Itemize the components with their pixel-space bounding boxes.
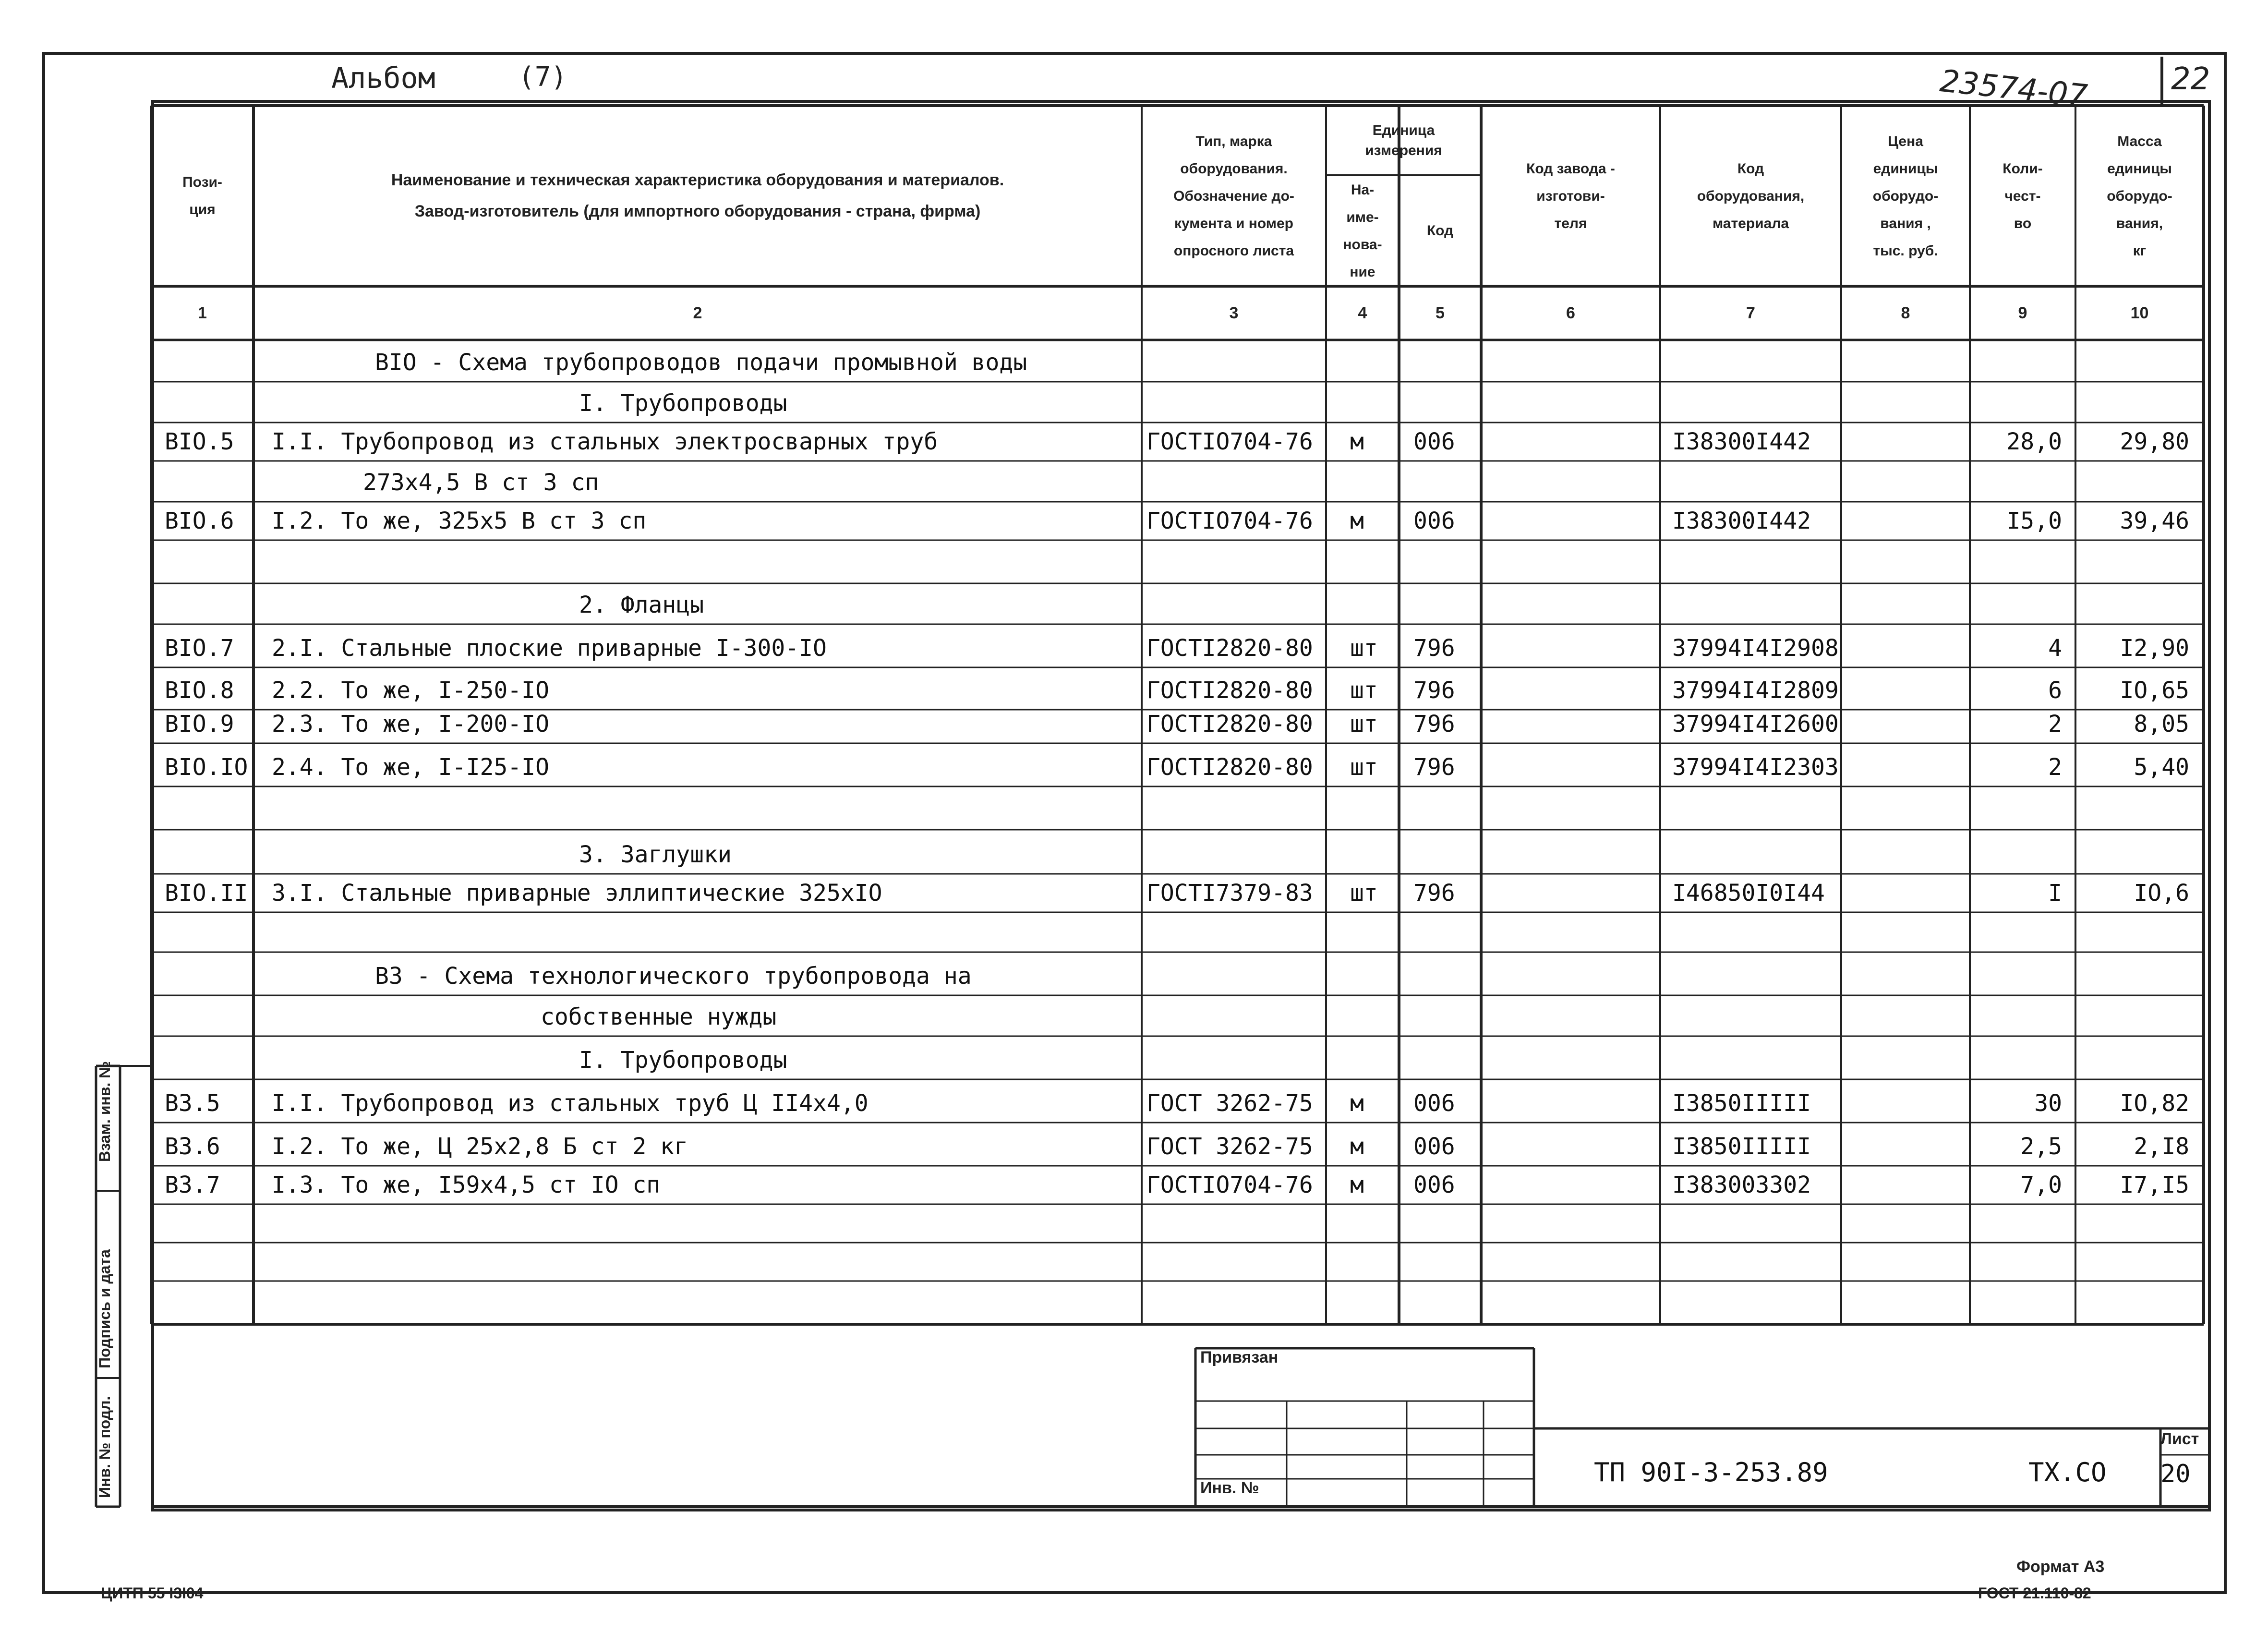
row-quantity: 2,5 (2020, 1133, 2062, 1160)
row-unit-code: 796 (1413, 711, 1455, 737)
row-quantity: 30 (2034, 1090, 2062, 1117)
row-name: I.I. Трубопровод из стальных труб Ц II4х4,0 (272, 1090, 869, 1117)
margin-label-replacement: Взам. инв. № (96, 1061, 113, 1162)
row-position: BIO.7 (165, 635, 234, 662)
row-position: B3.6 (165, 1133, 220, 1160)
column-number: 10 (2130, 303, 2149, 322)
row-mass: 8,05 (2134, 711, 2189, 737)
column-header: Код завода - изготови- теля (1526, 160, 1615, 231)
row-name: 3. Заглушки (579, 841, 732, 868)
row-unit-name: м (1350, 428, 1364, 455)
row-position: B3.7 (165, 1172, 220, 1198)
column-number: 1 (198, 303, 207, 322)
row-quantity: 7,0 (2020, 1172, 2062, 1198)
row-material-code: I383003302 (1672, 1172, 1811, 1198)
row-quantity: 2 (2048, 754, 2062, 781)
row-quantity: I5,0 (2006, 508, 2062, 534)
row-material-code: I46850I0I44 (1672, 880, 1825, 907)
row-name: I. Трубопроводы (579, 390, 787, 417)
column-header: Тип, марка оборудования. Обозначение до- кумента и номер опросного листа (1173, 133, 1294, 259)
row-document: ГОСТIO704-76 (1146, 508, 1313, 534)
row-quantity: I (2048, 880, 2062, 907)
row-document: ГОСТIO704-76 (1146, 428, 1313, 455)
column-number: 7 (1746, 303, 1755, 322)
row-unit-name: шт (1350, 635, 1378, 662)
column-header: Коли- чест- во (2003, 160, 2043, 231)
row-mass: 29,80 (2120, 428, 2189, 455)
row-document: ГОСТI7379-83 (1146, 880, 1313, 907)
row-mass: IO,6 (2134, 880, 2189, 907)
row-position: BIO.II (165, 880, 248, 907)
footer-right-code: ГОСТ 21.110-82 (1978, 1584, 2091, 1602)
row-unit-code: 006 (1413, 1090, 1455, 1117)
row-position: BIO.9 (165, 711, 234, 737)
margin-label-original: Инв. № подл. (96, 1396, 113, 1498)
row-name: 2.2. То же, I-250-IO (272, 677, 549, 704)
stamp-sheet-number: 20 (2160, 1460, 2191, 1488)
stamp-doc-number: ТП 90I-3-253.89 (1594, 1457, 1828, 1487)
row-unit-name: м (1350, 508, 1364, 534)
row-mass: I2,90 (2120, 635, 2189, 662)
column-number: 2 (693, 303, 702, 322)
row-unit-name: м (1350, 1090, 1364, 1117)
row-name: B3 - Схема технологического трубопровода на (375, 963, 972, 990)
row-quantity: 28,0 (2006, 428, 2062, 455)
row-quantity: 6 (2048, 677, 2062, 704)
column-header: Код оборудования, материала (1697, 160, 1805, 231)
row-unit-name: шт (1350, 880, 1378, 907)
row-unit-code: 796 (1413, 754, 1455, 781)
row-document: ГОСТ 3262-75 (1146, 1090, 1313, 1117)
page-handwritten: 22 (2171, 61, 2210, 97)
column-number: 4 (1358, 303, 1367, 322)
row-unit-code: 796 (1413, 635, 1455, 662)
footer-left-code: ЦИТП 55 I3I04 (101, 1584, 204, 1602)
row-mass: 5,40 (2134, 754, 2189, 781)
column-number: 3 (1229, 303, 1239, 322)
row-name: 3.I. Стальные приварные эллиптические 325хIO (272, 880, 882, 907)
row-material-code: 37994I4I2600 (1672, 711, 1839, 737)
row-mass: IO,65 (2120, 677, 2189, 704)
row-mass: 2,I8 (2134, 1133, 2189, 1160)
row-name: I.2. То же, 325х5 В ст 3 сп (272, 508, 647, 534)
row-document: ГОСТIO704-76 (1146, 1172, 1313, 1198)
row-mass: IO,82 (2120, 1090, 2189, 1117)
row-unit-code: 796 (1413, 880, 1455, 907)
row-unit-code: 006 (1413, 508, 1455, 534)
row-name: собственные нужды (541, 1003, 777, 1030)
row-position: B3.5 (165, 1090, 220, 1117)
format-label: Формат А3 (2016, 1558, 2105, 1576)
row-name: 2.I. Стальные плоские приварные I-300-IO (272, 635, 827, 662)
row-unit-name: шт (1350, 754, 1378, 781)
row-material-code: I3850IIIII (1672, 1090, 1811, 1117)
row-unit-code: 006 (1413, 428, 1455, 455)
column-number: 9 (2018, 303, 2027, 322)
row-document: ГОСТ 3262-75 (1146, 1133, 1313, 1160)
column-header: На- име- нова- ние (1343, 181, 1382, 280)
column-number: 8 (1901, 303, 1910, 322)
row-unit-name: м (1350, 1133, 1364, 1160)
row-document: ГОСТI2820-80 (1146, 711, 1313, 737)
row-material-code: I38300I442 (1672, 428, 1811, 455)
row-mass: 39,46 (2120, 508, 2189, 534)
row-material-code: 37994I4I2908 (1672, 635, 1839, 662)
column-header: Масса единицы оборудо- вания, кг (2107, 133, 2172, 259)
column-header: Цена единицы оборудо- вания , тыс. руб. (1872, 133, 1939, 259)
row-name: 2. Фланцы (579, 592, 704, 618)
row-position: BIO.IO (165, 754, 248, 781)
album-label: Альбом (331, 61, 435, 95)
margin-label-signature: Подпись и дата (96, 1249, 113, 1368)
column-header: Код (1426, 223, 1454, 239)
album-number: (7) (519, 61, 567, 93)
row-unit-name: шт (1350, 711, 1378, 737)
row-document: ГОСТI2820-80 (1146, 677, 1313, 704)
column-header: Наименование и техническая характеристика оборудования и материалов. Завод-изготовитель (для импортного оборудования - страна, фирма) (391, 171, 1004, 220)
row-name: I. Трубопроводы (579, 1047, 787, 1074)
stamp-bound-label: Привязан (1200, 1348, 1279, 1366)
row-material-code: 37994I4I2809 (1672, 677, 1839, 704)
row-name: 2.4. То же, I-I25-IO (272, 754, 549, 781)
row-position: BIO.8 (165, 677, 234, 704)
stamp-inv-label: Инв. № (1200, 1479, 1259, 1497)
row-material-code: 37994I4I2303 (1672, 754, 1839, 781)
row-material-code: I3850IIIII (1672, 1133, 1811, 1160)
row-position: BIO.6 (165, 508, 234, 534)
row-name: BIO - Схема трубопроводов подачи промывной воды (375, 349, 1027, 376)
column-header: Пози- ция (182, 174, 222, 218)
row-name: I.I. Трубопровод из стальных электросварных труб (272, 428, 938, 455)
row-name: I.3. То же, I59х4,5 ст IO сп (272, 1172, 661, 1198)
row-position: BIO.5 (165, 428, 234, 455)
row-name: 2.3. То же, I-200-IO (272, 711, 549, 737)
inventory-handwritten: 23574-07 (1938, 63, 2089, 114)
row-document: ГОСТI2820-80 (1146, 635, 1313, 662)
unit-group-header: Единица измерения (1365, 122, 1442, 158)
row-unit-name: м (1350, 1172, 1364, 1198)
row-name: I.2. То же, Ц 25х2,8 Б ст 2 кг (272, 1133, 688, 1160)
row-unit-code: 006 (1413, 1172, 1455, 1198)
stamp-mark: ТХ.СО (2028, 1457, 2107, 1487)
row-mass: I7,I5 (2120, 1172, 2189, 1198)
row-quantity: 4 (2048, 635, 2062, 662)
column-number: 5 (1436, 303, 1445, 322)
row-name: 273х4,5 В ст 3 сп (363, 469, 599, 496)
stamp-sheet-label: Лист (2160, 1430, 2199, 1448)
row-unit-name: шт (1350, 677, 1378, 704)
row-unit-code: 796 (1413, 677, 1455, 704)
row-quantity: 2 (2048, 711, 2062, 737)
column-number: 6 (1566, 303, 1575, 322)
row-material-code: I38300I442 (1672, 508, 1811, 534)
row-document: ГОСТI2820-80 (1146, 754, 1313, 781)
row-unit-code: 006 (1413, 1133, 1455, 1160)
